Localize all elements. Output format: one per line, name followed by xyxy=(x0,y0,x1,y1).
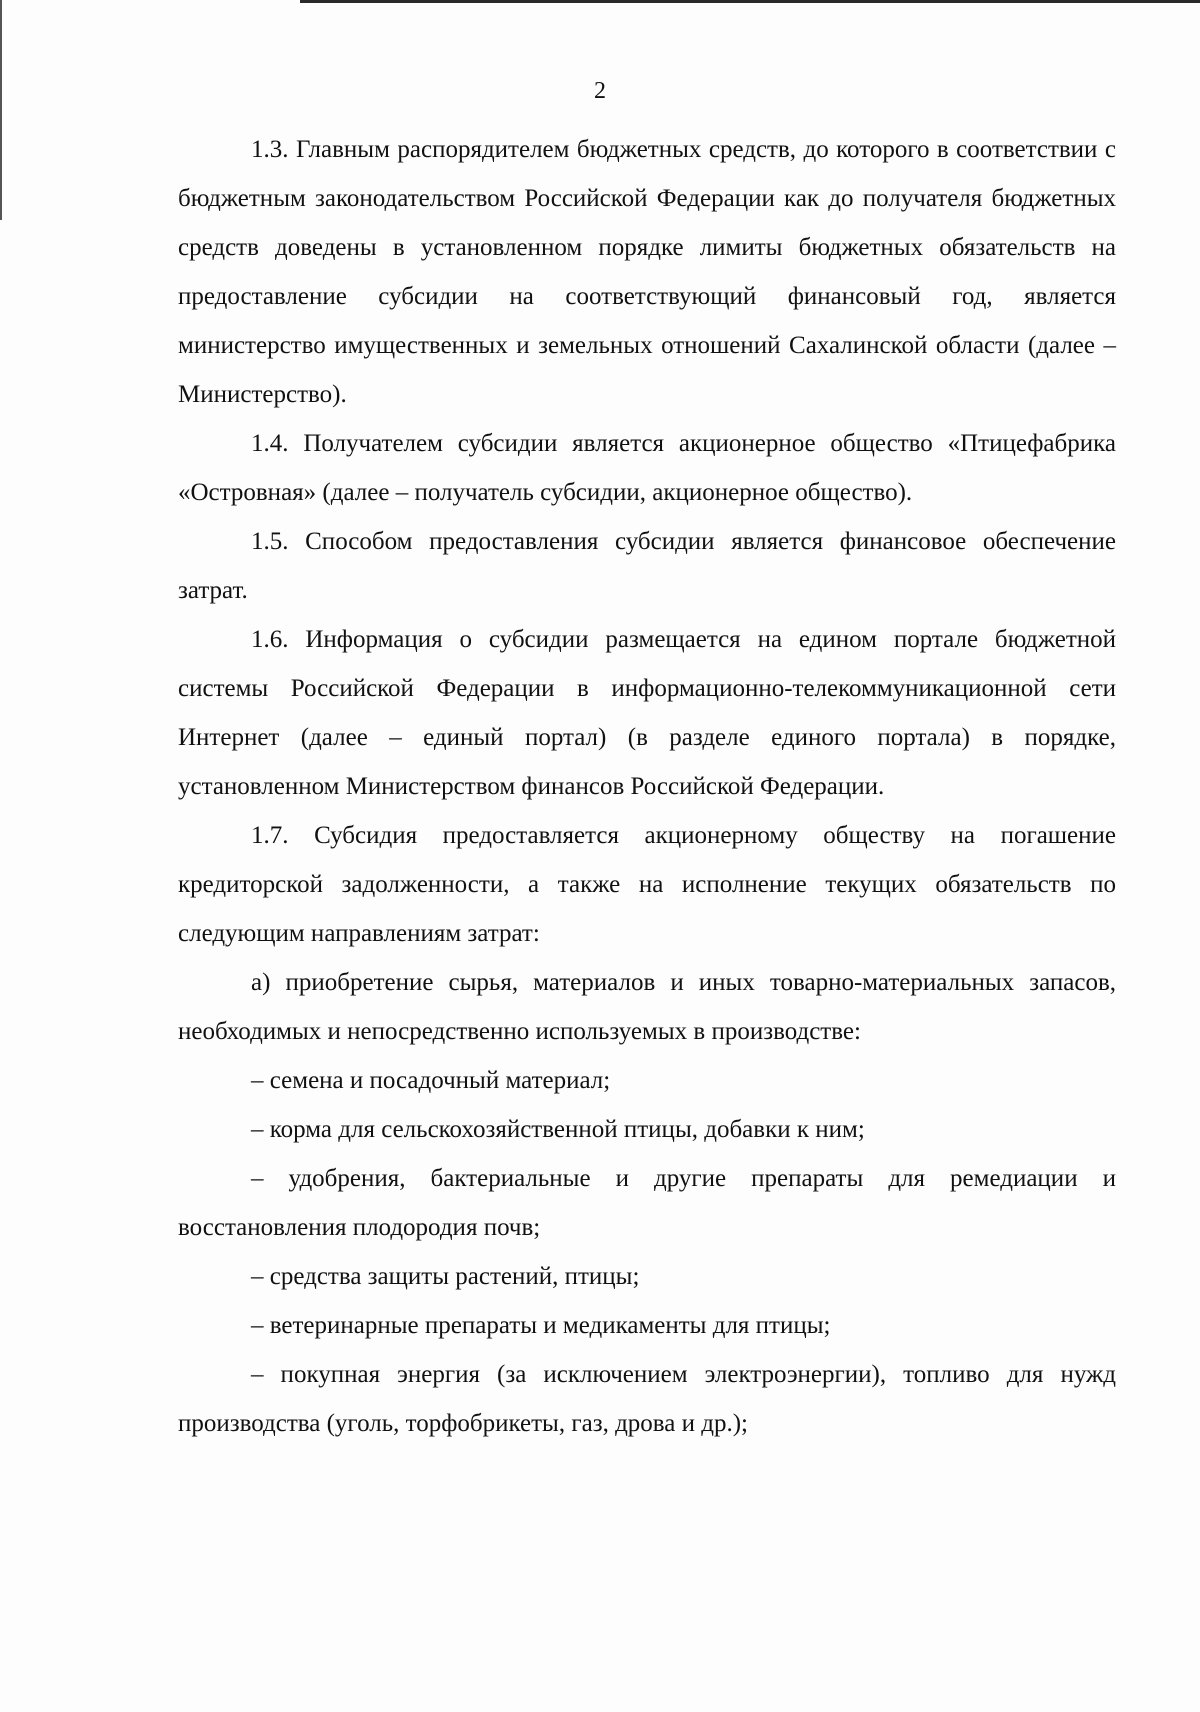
list-item: – ветеринарные препараты и медикаменты для птицы; xyxy=(251,1312,831,1339)
list-item: – удобрения, бактериальные и другие препараты для ремедиации и восстановления плодородия почв; xyxy=(178,1165,1116,1241)
paragraph-item-a: а) приобретение сырья, материалов и иных товарно-материальных запасов, необходимых и непосредственно используемых в производстве: xyxy=(178,969,1116,1045)
paragraph-1-6: 1.6. Информация о субсидии размещается на едином портале бюджетной системы Российской Федерации в информационно-телекоммуникационной сети Интернет (далее – единый портал) (в разделе единого портала) в порядке, установленном Министерством финансов Российской Федерации. xyxy=(178,626,1116,800)
page-number: 2 xyxy=(594,78,606,104)
paragraph-1-3: 1.3. Главным распорядителем бюджетных средств, до которого в соответствии с бюджетным законодательством Российской Федерации как до получателя бюджетных средств доведены в установленном порядке лимиты бюджетных обязательств на предоставление субсидии на соответствующий финансовый год, является министерство имущественных и земельных отношений Сахалинской области (далее – Министерство). xyxy=(178,136,1116,408)
document-body xyxy=(178,125,1116,1448)
list-item: – покупная энергия (за исключением электроэнергии), топливо для нужд производства (уголь, торфобрикеты, газ, дрова и др.); xyxy=(178,1361,1116,1437)
paragraph-1-5: 1.5. Способом предоставления субсидии является финансовое обеспечение затрат. xyxy=(178,528,1116,604)
list-item: – корма для сельскохозяйственной птицы, добавки к ним; xyxy=(251,1116,865,1143)
paragraph-1-4: 1.4. Получателем субсидии является акционерное общество «Птицефабрика «Островная» (далее – получатель субсидии, акционерное общество). xyxy=(178,430,1116,506)
list-item: – средства защиты растений, птицы; xyxy=(251,1263,640,1290)
scan-edge-left xyxy=(0,0,2,220)
paragraph-1-7: 1.7. Субсидия предоставляется акционерному обществу на погашение кредиторской задолженности, а также на исполнение текущих обязательств по следующим направлениям затрат: xyxy=(178,822,1116,947)
scan-edge-top xyxy=(300,0,1200,3)
list-item: – семена и посадочный материал; xyxy=(251,1067,611,1094)
